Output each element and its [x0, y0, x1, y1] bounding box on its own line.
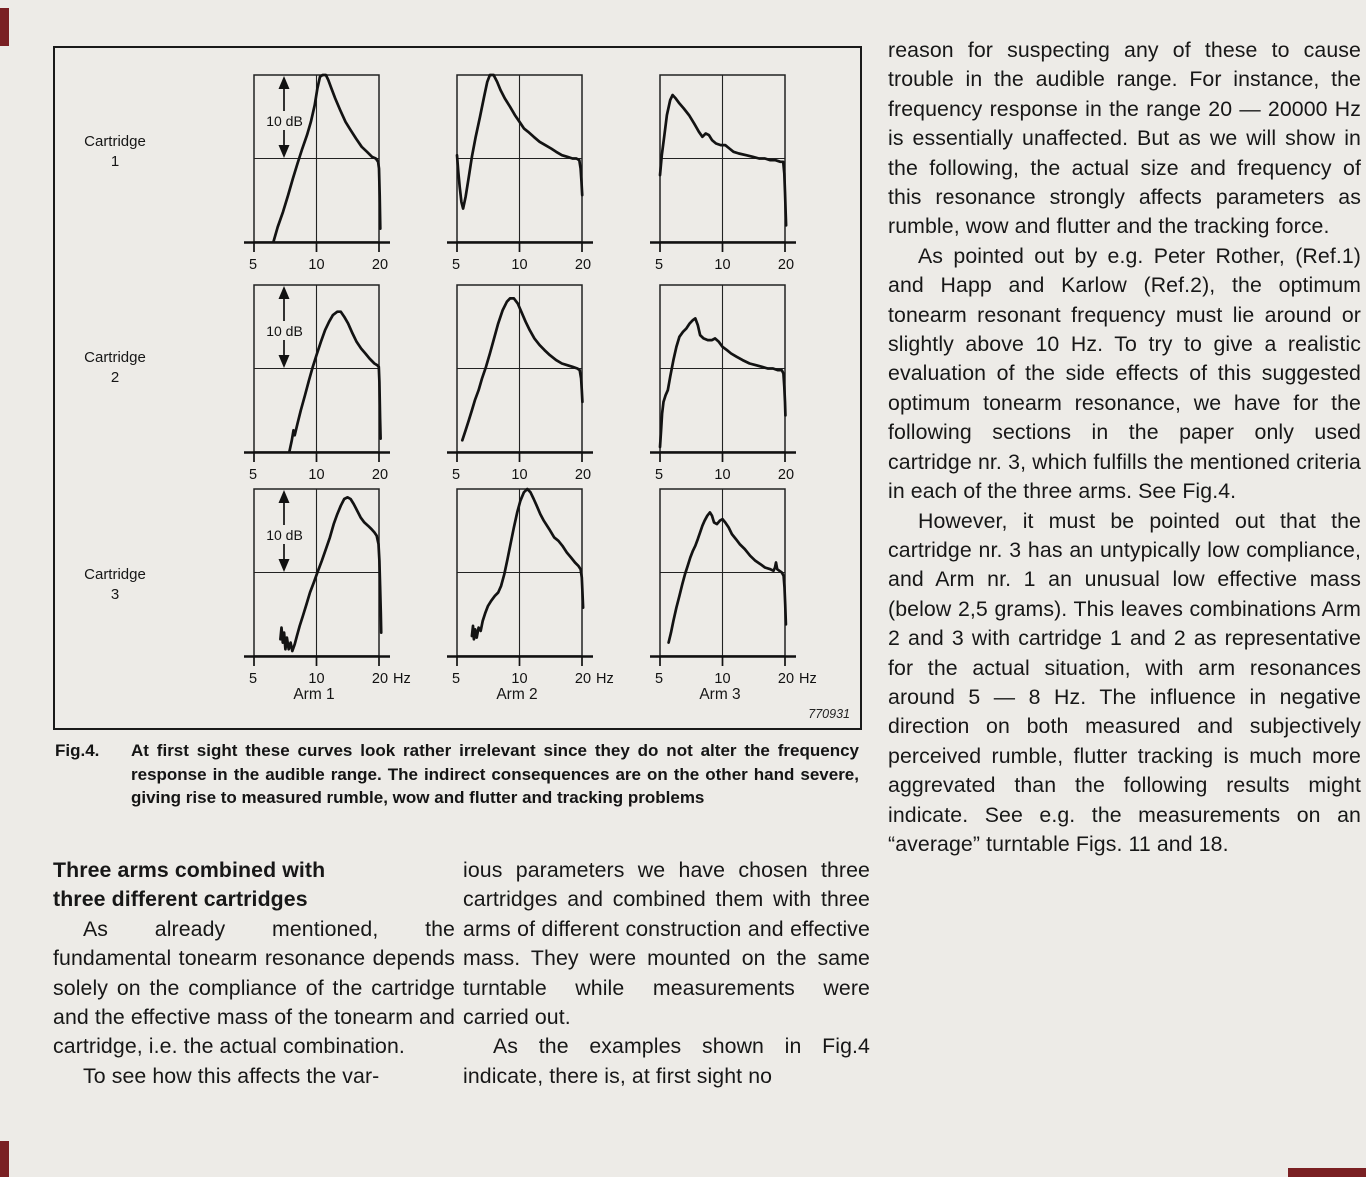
cartridge-number: 3 [110, 586, 120, 603]
x-tick-label: 20 [371, 671, 389, 687]
cartridge-word: Cartridge [84, 349, 146, 366]
x-tick-label: 5 [248, 671, 258, 687]
col-label-arm-3: Arm 3 [699, 686, 741, 703]
figure-caption [55, 739, 862, 810]
paragraph: ious parameters we have chosen three cartridges and combined them with three arms of different construction and effective mass. They were mounted on the same turntable while measurements were carried out. [463, 858, 870, 1030]
plot-cartridge1-arm1 [240, 67, 418, 287]
plot-cartridge2-arm2 [443, 277, 621, 497]
article-column-right [888, 36, 1361, 859]
x-tick-label: 10 [511, 257, 528, 273]
x-tick-label: 20 [777, 671, 795, 687]
x-tick-label: 10 [308, 257, 325, 273]
x-tick-label: 10 [714, 257, 731, 273]
x-tick-label: 10 [511, 467, 528, 483]
plot-cartridge2-arm3 [646, 277, 824, 497]
plot-frame [244, 75, 390, 252]
plot-cartridge2-arm1 [240, 277, 418, 497]
cartridge-word: Cartridge [84, 133, 146, 150]
plot-frame [244, 285, 390, 462]
col-label-arm-2: Arm 2 [496, 686, 538, 703]
col-label-arm-1: Arm 1 [293, 686, 335, 703]
x-tick-label: 5 [654, 671, 664, 687]
paragraph: As pointed out by e.g. Peter Rother, (Ref.1) and Happ and Karlow (Ref.2), the optimum tonearm resonant frequency must lie around or slightly above 10 Hz. To try to give a realistic evaluation of the side effects of this suggested optimum tonearm resonance, we have for the following sections in the paper only used cartridge nr. 3, which fulfills the mentioned criteria in each of the three arms. See Fig.4. [888, 243, 1361, 504]
scan-edge-mark-bottom-left [0, 1141, 9, 1177]
x-tick-label: 20 [371, 257, 389, 273]
response-curve [462, 298, 582, 440]
plot-cartridge3-arm3 [646, 481, 824, 701]
scan-edge-mark-top-left [0, 8, 9, 46]
figure-caption-text: At first sight these curves look rather irrelevant since they do not alter the frequency response in the audible range. The indirect consequences are on the other hand severe, giving rise to measured rumble, wow and flutter and tracking problems [131, 741, 859, 807]
db-label: 10 dB [266, 323, 303, 339]
x-tick-label: 10 [714, 671, 731, 687]
x-tick-label: 20 [574, 467, 592, 483]
response-curve [669, 512, 786, 642]
section-heading-line2: three different cartridges [53, 887, 308, 912]
db-label: 10 dB [266, 527, 303, 543]
x-tick-label: 20 [371, 467, 389, 483]
x-tick-label: 5 [451, 671, 461, 687]
plot-cartridge1-arm2 [443, 67, 621, 287]
x-tick-label: 5 [451, 467, 461, 483]
paragraph: To see how this affects the var- [83, 1063, 380, 1088]
paragraph: reason for suspecting any of these to cause trouble in the audible range. For instance, the frequency response in the range 20 — 20000 Hz is essentially unaffected. But as we will show in the following, the actual size and frequency of this resonance strongly affects parameters as rumble, wow and flutter and the tracking force. [888, 38, 1361, 239]
figure-reference-number: 770931 [808, 707, 850, 721]
db-reference-arrow [259, 490, 310, 572]
x-tick-label: 5 [654, 467, 664, 483]
row-label-cartridge-3 [55, 565, 175, 605]
x-tick-label: 20 [777, 257, 795, 273]
paragraph: As already mentioned, the fundamental tonearm resonance depends solely on the compliance of the cartridge and the effective mass of the tonearm and cartridge, i.e. the actual combination. [53, 916, 455, 1059]
plot-frame [447, 75, 593, 252]
plot-frame [447, 489, 593, 666]
x-tick-label: 10 [308, 671, 325, 687]
cartridge-number: 1 [110, 153, 120, 170]
x-tick-label: 20 [574, 257, 592, 273]
x-tick-label: 10 [511, 671, 528, 687]
response-curve [280, 497, 381, 651]
x-tick-label: 5 [248, 467, 258, 483]
plot-cartridge3-arm1 [240, 481, 418, 701]
row-label-cartridge-2 [55, 348, 175, 388]
article-column-left [53, 856, 455, 1091]
plot-cartridge1-arm3 [646, 67, 824, 287]
figure-4-panel [53, 46, 862, 730]
x-tick-label: 10 [714, 467, 731, 483]
x-unit-label: Hz [596, 671, 614, 687]
x-tick-label: 5 [654, 257, 664, 273]
x-unit-label: Hz [799, 671, 817, 687]
response-curve [472, 489, 583, 639]
x-tick-label: 5 [248, 257, 258, 273]
cartridge-word: Cartridge [84, 566, 146, 583]
figure-caption-label: Fig.4. [55, 741, 100, 760]
x-unit-label: Hz [393, 671, 411, 687]
paragraph: However, it must be pointed out that the cartridge nr. 3 has an untypically low compliance, and Arm nr. 1 an unusual low effective mass (below 2,5 grams). This leaves combinations Arm 2 and 3 with cartridge 1 and 2 as representative for the actual situation, with arm resonances around 5 — 8 Hz. The influence in negative direction on both measured and subjectively perceived rumble, flutter tracking is much more aggrevated than the following results might indicate. See e.g. the measurements on an “average” turntable Figs. 11 and 18. [888, 508, 1361, 856]
x-tick-label: 20 [574, 671, 592, 687]
db-label: 10 dB [266, 113, 303, 129]
x-tick-label: 20 [777, 467, 795, 483]
cartridge-number: 2 [110, 369, 120, 386]
plot-frame [650, 75, 796, 252]
article-column-middle [463, 856, 870, 1091]
row-label-cartridge-1 [55, 132, 175, 172]
x-tick-label: 5 [451, 257, 461, 273]
plot-cartridge3-arm2 [443, 481, 621, 701]
db-reference-arrow [259, 286, 310, 368]
x-tick-label: 10 [308, 467, 325, 483]
plot-frame [650, 489, 796, 666]
scan-edge-mark-bottom-right [1288, 1168, 1366, 1177]
paragraph: As the examples shown in Fig.4 indicate, there is, at first sight no [463, 1034, 870, 1088]
section-heading-line1: Three arms combined with [53, 858, 326, 882]
